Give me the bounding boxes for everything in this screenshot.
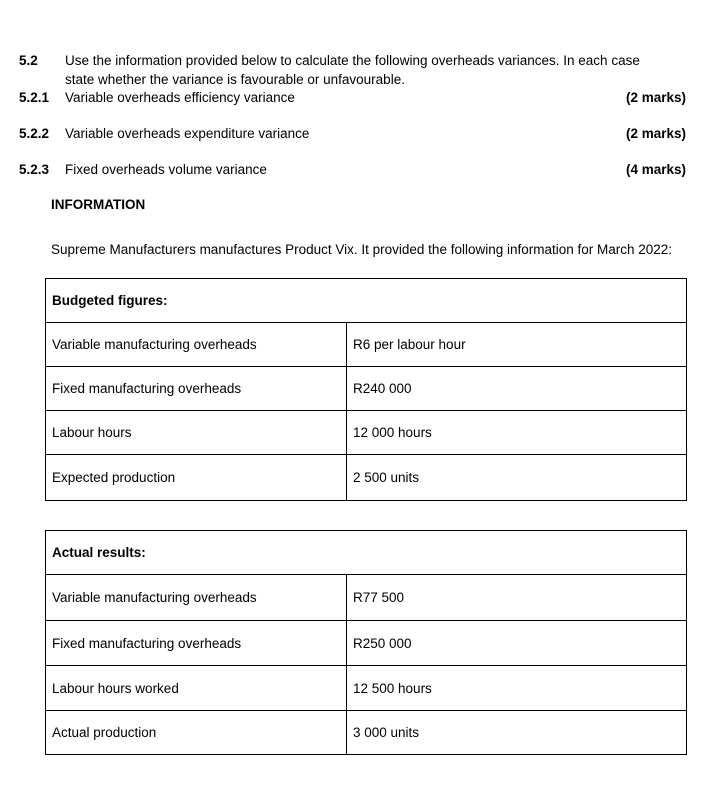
part-marks-3: (4 marks) [625, 162, 686, 177]
question-text-line2: state whether the variance is favourable or unfavourable. [65, 72, 405, 87]
table-row [46, 621, 687, 666]
actual-title: Actual results: [46, 531, 687, 575]
table-row [46, 279, 687, 323]
table-row [46, 666, 687, 711]
part-label-1: Variable overheads efficiency variance [65, 90, 295, 105]
table-row [46, 531, 687, 575]
table-row [46, 711, 687, 755]
part-number-2: 5.2.2 [19, 126, 50, 141]
budgeted-label: Variable manufacturing overheads [46, 323, 347, 367]
part-label-2: Variable overheads expenditure variance [65, 126, 310, 141]
actual-value: 3 000 units [347, 711, 687, 755]
budgeted-value: 2 500 units [347, 455, 687, 501]
question-number: 5.2 [19, 53, 38, 68]
budgeted-label: Expected production [46, 455, 347, 501]
table-row [46, 367, 687, 411]
budgeted-value: 12 000 hours [347, 411, 687, 455]
budgeted-label: Labour hours [46, 411, 347, 455]
intro-text: Supreme Manufacturers manufactures Product Vix. It provided the following information for March 2022: [51, 242, 673, 257]
budgeted-table [45, 278, 687, 501]
actual-value: R77 500 [347, 575, 687, 621]
table-row [46, 455, 687, 501]
part-number-3: 5.2.3 [19, 162, 50, 177]
budgeted-value: R6 per labour hour [347, 323, 687, 367]
budgeted-label: Fixed manufacturing overheads [46, 367, 347, 411]
table-row [46, 575, 687, 621]
part-number-1: 5.2.1 [19, 90, 50, 105]
budgeted-value: R240 000 [347, 367, 687, 411]
budgeted-title: Budgeted figures: [46, 279, 687, 323]
table-row [46, 323, 687, 367]
actual-value: 12 500 hours [347, 666, 687, 711]
part-marks-2: (2 marks) [625, 126, 686, 141]
actual-table [45, 530, 687, 755]
table-row [46, 411, 687, 455]
part-marks-1: (2 marks) [625, 90, 686, 105]
actual-label: Actual production [46, 711, 347, 755]
actual-label: Fixed manufacturing overheads [46, 621, 347, 666]
actual-label: Labour hours worked [46, 666, 347, 711]
part-label-3: Fixed overheads volume variance [65, 162, 267, 177]
actual-label: Variable manufacturing overheads [46, 575, 347, 621]
information-heading: INFORMATION [51, 197, 146, 212]
actual-value: R250 000 [347, 621, 687, 666]
question-text-line1: Use the information provided below to calculate the following overheads variances. In each case [65, 53, 640, 68]
